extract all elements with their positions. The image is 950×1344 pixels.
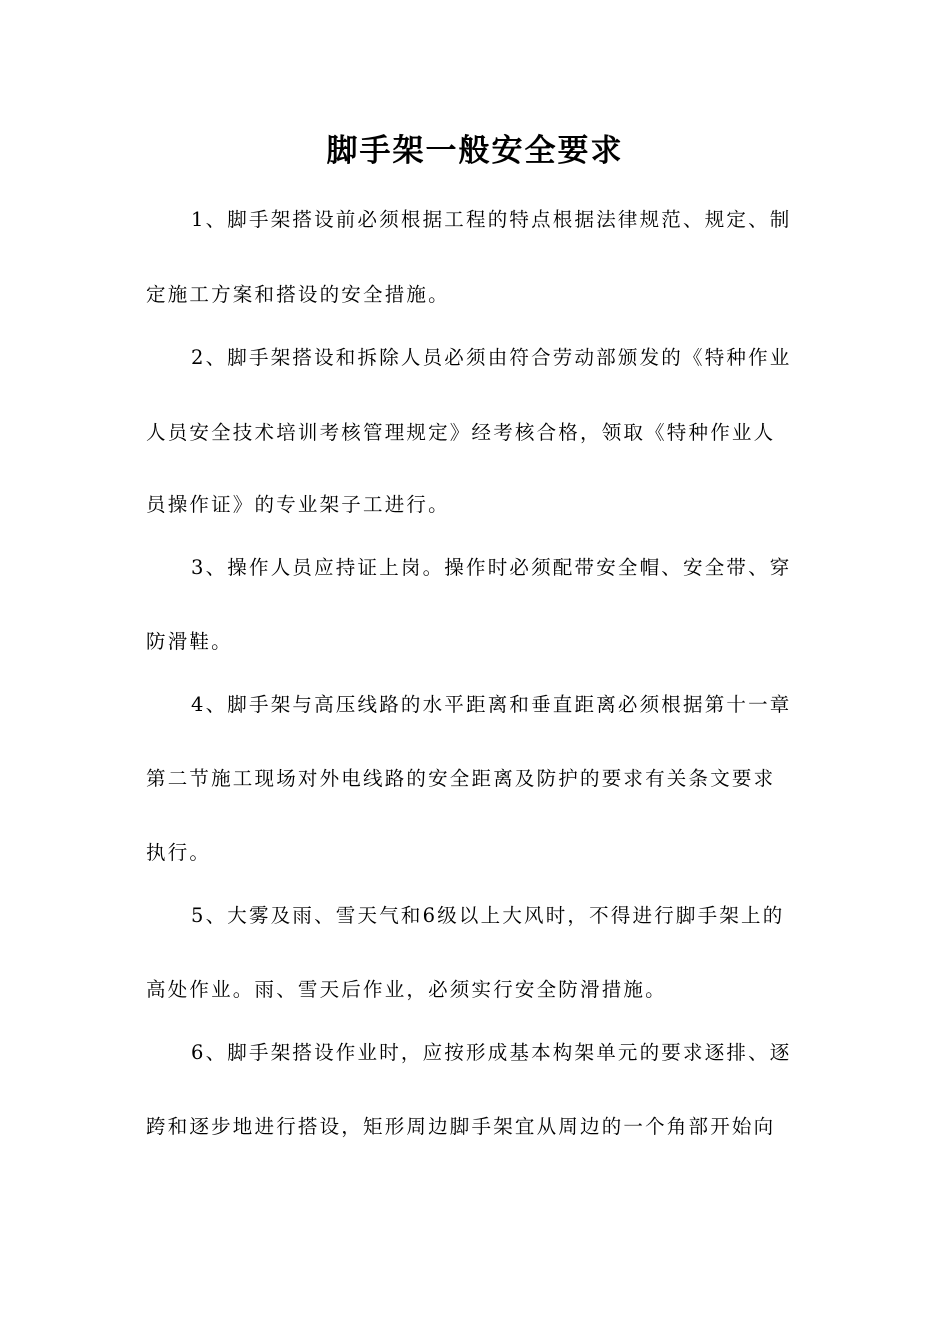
text-line: 4、脚手架与高压线路的水平距离和垂直距离必须根据第十一章 xyxy=(191,693,792,716)
text-line: 高处作业。雨、雪天后作业，必须实行安全防滑措施。 xyxy=(146,978,667,1001)
text-line: 执行。 xyxy=(146,841,212,864)
text-line: 1、脚手架搭设前必须根据工程的特点根据法律规范、规定、制 xyxy=(191,208,792,231)
text-line: 防滑鞋。 xyxy=(146,630,233,653)
text-line: 员操作证》的专业架子工进行。 xyxy=(146,493,450,516)
text-line: 跨和逐步地进行搭设，矩形周边脚手架宜从周边的一个角部开始向 xyxy=(146,1115,776,1138)
text-line: 6、脚手架搭设作业时，应按形成基本构架单元的要求逐排、逐 xyxy=(191,1041,792,1064)
text-line: 5、大雾及雨、雪天气和6级以上大风时，不得进行脚手架上的 xyxy=(191,904,785,927)
text-line: 2、脚手架搭设和拆除人员必须由符合劳动部颁发的《特种作业 xyxy=(191,346,792,369)
text-line: 3、操作人员应持证上岗。操作时必须配带安全帽、安全带、穿 xyxy=(191,556,792,579)
text-line: 定施工方案和搭设的安全措施。 xyxy=(146,283,450,306)
page-title: 脚手架一般安全要求 xyxy=(326,133,624,169)
text-line: 人员安全技术培训考核管理规定》经考核合格，领取《特种作业人 xyxy=(146,421,776,444)
text-line: 第二节施工现场对外电线路的安全距离及防护的要求有关条文要求 xyxy=(146,767,776,790)
